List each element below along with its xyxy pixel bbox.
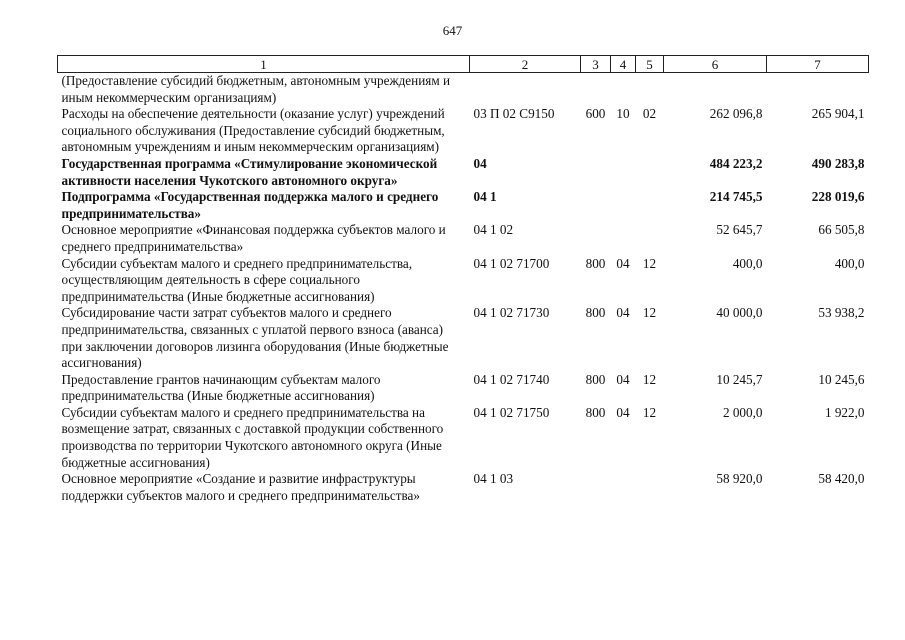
- table-row: [58, 372, 869, 405]
- row-amount-col-7: 400,0: [834, 255, 865, 271]
- row-col-3: [581, 73, 611, 107]
- row-amount-col-6: [664, 73, 767, 107]
- row-amount-col-6: 214 745,5: [709, 189, 763, 205]
- row-col-5: 12: [642, 404, 657, 420]
- row-name: Субсидирование части затрат субъектов малого и среднего предпринимательства, связанных с уплатой первого взноса (аванса) при заключении договоров лизинга оборудования (Иные бюджетные ассигнования): [61, 305, 449, 371]
- row-col-5: 02: [642, 106, 657, 122]
- row-amount-col-6: 400,0: [732, 255, 763, 271]
- budget-table: [57, 55, 869, 504]
- row-col-5: [636, 156, 664, 189]
- table-row: [58, 471, 869, 504]
- row-col-3: 800: [585, 371, 606, 387]
- row-name: (Предоставление субсидий бюджетным, автономным учреждениям и иным некоммерческим организациям): [61, 73, 451, 105]
- row-col-5: 12: [642, 255, 657, 271]
- row-col-4: [611, 471, 636, 504]
- header-col-6: 6: [664, 56, 767, 73]
- table-row: [58, 73, 869, 107]
- row-amount-col-7: [767, 73, 869, 107]
- row-col-4: 04: [616, 255, 630, 271]
- row-col-3: 800: [585, 404, 606, 420]
- header-row: [58, 56, 869, 73]
- row-name: Предоставление грантов начинающим субъектам малого предпринимательства (Иные бюджетные ассигнования): [61, 371, 381, 404]
- table-row: [58, 156, 869, 189]
- header-col-3: 3: [581, 56, 611, 73]
- header-col-5: 5: [636, 56, 664, 73]
- row-amount-col-7: 66 505,8: [818, 222, 865, 238]
- table-row: [58, 106, 869, 156]
- row-col-3: 800: [585, 255, 606, 271]
- row-col-4: 04: [616, 371, 630, 387]
- row-col-5: 12: [642, 371, 657, 387]
- table-row: [58, 256, 869, 306]
- row-code: 04 1 02 71730: [473, 305, 550, 321]
- row-col-4: [611, 189, 636, 222]
- table-row: [58, 189, 869, 222]
- row-amount-col-6: 10 245,7: [716, 371, 763, 387]
- row-amount-col-7: 53 938,2: [818, 305, 865, 321]
- table-row: [58, 222, 869, 255]
- row-col-3: 600: [585, 106, 606, 122]
- row-name: Государственная программа «Стимулирование экономической активности населения Чукотского автономного округа»: [61, 155, 438, 188]
- row-col-5: [636, 222, 664, 255]
- row-col-5: 12: [642, 305, 657, 321]
- row-code: [470, 73, 581, 107]
- row-col-3: [581, 156, 611, 189]
- row-name: Субсидии субъектам малого и среднего предпринимательства на возмещение затрат, связанных с доставкой продукции собственного производства по территории Чукотского автономного округа (Иные бюджетные ассигнования): [61, 404, 444, 470]
- header-col-4: 4: [611, 56, 636, 73]
- row-amount-col-6: 484 223,2: [709, 155, 763, 171]
- header-col-2: 2: [470, 56, 581, 73]
- row-name: Субсидии субъектам малого и среднего предпринимательства, осуществляющим деятельность в сфере социального предпринимательства (Иные бюджетные ассигнования): [61, 255, 413, 304]
- row-amount-col-7: 228 019,6: [811, 189, 865, 205]
- row-code: 04 1 03: [473, 471, 514, 487]
- row-name: Основное мероприятие «Создание и развитие инфраструктуры поддержки субъектов малого и среднего предпринимательства»: [61, 471, 421, 503]
- row-col-3: [581, 189, 611, 222]
- table-row: [58, 405, 869, 471]
- row-col-5: [636, 73, 664, 107]
- row-amount-col-6: 262 096,8: [709, 106, 763, 122]
- row-code: 04 1 02 71740: [473, 371, 550, 387]
- row-col-4: 10: [616, 106, 630, 122]
- row-col-5: [636, 189, 664, 222]
- row-col-4: [611, 222, 636, 255]
- row-code: 04 1: [473, 189, 497, 205]
- header-col-1: 1: [58, 56, 470, 73]
- row-code: 04 1 02 71700: [473, 255, 550, 271]
- row-amount-col-6: 2 000,0: [722, 404, 763, 420]
- row-amount-col-7: 265 904,1: [811, 106, 865, 122]
- row-code: 03 П 02 С9150: [473, 106, 555, 122]
- row-col-3: [581, 471, 611, 504]
- row-code: 04: [473, 155, 487, 171]
- header-col-7: 7: [767, 56, 869, 73]
- row-amount-col-6: 40 000,0: [716, 305, 763, 321]
- table-row: [58, 305, 869, 371]
- row-code: 04 1 02 71750: [473, 404, 550, 420]
- row-name: Подпрограмма «Государственная поддержка малого и среднего предпринимательства»: [61, 189, 439, 221]
- row-amount-col-7: 58 420,0: [818, 471, 865, 487]
- row-col-4: [611, 73, 636, 107]
- table-header: [58, 56, 869, 73]
- row-amount-col-7: 10 245,6: [818, 371, 865, 387]
- row-amount-col-7: 490 283,8: [811, 155, 865, 171]
- row-amount-col-6: 52 645,7: [716, 222, 763, 238]
- row-col-5: [636, 471, 664, 504]
- row-col-3: 800: [585, 305, 606, 321]
- row-col-4: 04: [616, 305, 630, 321]
- row-amount-col-7: 1 922,0: [824, 404, 865, 420]
- row-name: Расходы на обеспечение деятельности (оказание услуг) учреждений социального обслуживания (Предоставление субсидий бюджетным, автономным учреждениям и иным некоммерческим организациям): [61, 106, 445, 155]
- row-col-3: [581, 222, 611, 255]
- row-code: 04 1 02: [473, 222, 514, 238]
- row-col-4: 04: [616, 404, 630, 420]
- row-col-4: [611, 156, 636, 189]
- row-amount-col-6: 58 920,0: [716, 471, 763, 487]
- row-name: Основное мероприятие «Финансовая поддержка субъектов малого и среднего предпринимательства»: [61, 222, 446, 254]
- page-number: 647: [442, 23, 463, 38]
- table-body: [58, 73, 869, 505]
